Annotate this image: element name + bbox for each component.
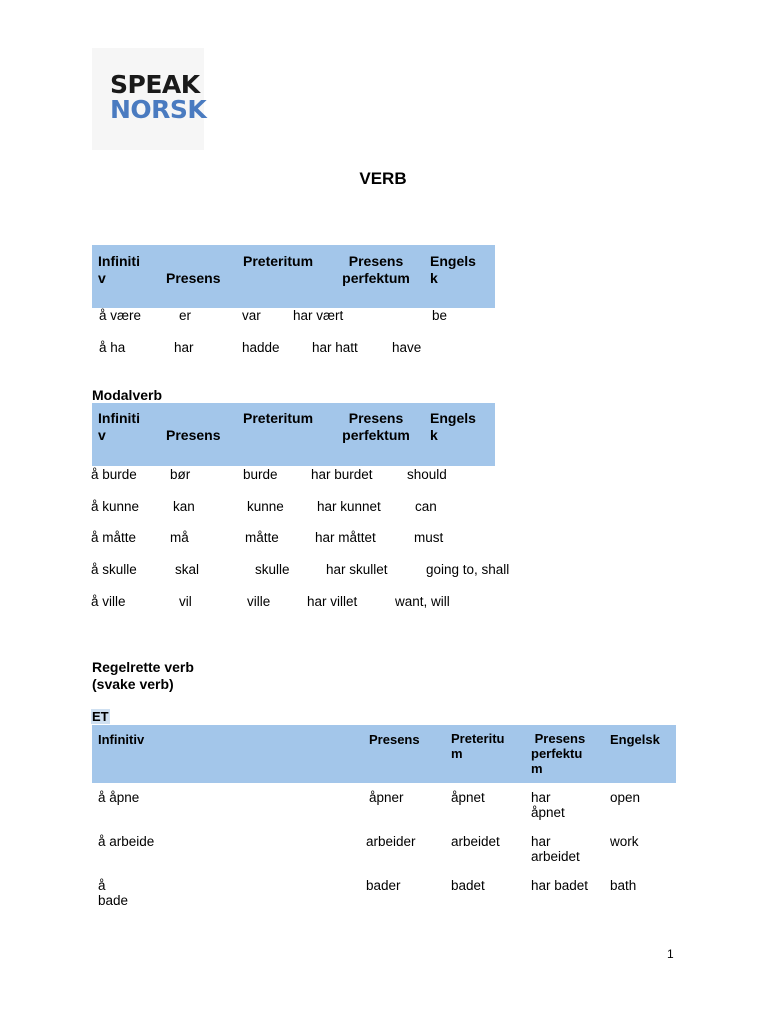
modal-header-engelsk-l2: k bbox=[430, 427, 438, 443]
speak-norsk-logo bbox=[92, 48, 207, 150]
table1-cell: å ha bbox=[99, 340, 126, 355]
modal-header-perfektum-l2: perfektum bbox=[342, 427, 410, 443]
regular-cell bbox=[98, 878, 128, 908]
logo-line-1: SPEAK bbox=[110, 70, 200, 99]
regular-header-perfektum bbox=[531, 731, 585, 776]
regular-cell: bader bbox=[366, 878, 401, 893]
regular-cell-line: å bbox=[98, 878, 106, 893]
table1-cell: have bbox=[392, 340, 422, 355]
modal-cell: måtte bbox=[245, 530, 279, 545]
regular-cell: badet bbox=[451, 878, 485, 893]
table1-header-infinitiv-l2: v bbox=[98, 270, 106, 286]
table1-header-infinitiv-l1: Infiniti bbox=[98, 253, 140, 269]
modal-cell: å kunne bbox=[91, 499, 140, 514]
table1-cell: har hatt bbox=[312, 340, 358, 355]
regular-cell-line: åpnet bbox=[531, 805, 565, 820]
table1-header-perfektum bbox=[338, 253, 414, 287]
table1-header-engelsk-l1: Engels bbox=[430, 253, 476, 269]
regular-cell-line: har bbox=[531, 834, 551, 849]
regular-cell-line: bade bbox=[98, 893, 129, 908]
modal-cell: har måttet bbox=[315, 530, 376, 545]
modal-cell: kunne bbox=[247, 499, 284, 514]
modal-header-infinitiv bbox=[98, 410, 140, 444]
table1-cell: hadde bbox=[242, 340, 280, 355]
table1-header-preteritum: Preteritum bbox=[243, 253, 314, 269]
regular-cell bbox=[531, 790, 565, 820]
modal-header-preteritum: Preteritum bbox=[243, 410, 314, 426]
regular-header-presens: Presens bbox=[369, 732, 420, 747]
modal-cell: har skullet bbox=[326, 562, 388, 577]
modal-cell: can bbox=[415, 499, 437, 514]
modal-cell: må bbox=[170, 530, 189, 545]
modal-header-perfektum-l1: Presens bbox=[348, 410, 404, 426]
modal-cell: å måtte bbox=[91, 530, 137, 545]
table1-cell: å være bbox=[99, 308, 142, 323]
modal-cell: kan bbox=[173, 499, 195, 514]
modalverb-heading: Modalverb bbox=[92, 387, 163, 403]
regular-header-preteritum bbox=[451, 731, 504, 761]
regular-heading bbox=[92, 659, 194, 693]
table1-header-perfektum-l1: Presens bbox=[348, 253, 404, 269]
table1-cell: er bbox=[179, 308, 192, 323]
modal-header-engelsk-l1: Engels bbox=[430, 410, 476, 426]
modal-cell: burde bbox=[243, 467, 278, 482]
table1-cell: be bbox=[432, 308, 448, 323]
regular-header-preteritum-l2: m bbox=[451, 746, 463, 761]
table1-header-engelsk bbox=[430, 253, 476, 287]
modal-cell: skulle bbox=[255, 562, 290, 577]
regular-cell: åpner bbox=[369, 790, 404, 805]
modal-header-infinitiv-l1: Infiniti bbox=[98, 410, 140, 426]
regular-cell-line: arbeidet bbox=[531, 849, 580, 864]
regular-header-engelsk: Engelsk bbox=[610, 732, 660, 747]
regular-cell: å åpne bbox=[98, 790, 140, 805]
table1-cell: var bbox=[242, 308, 261, 323]
modal-cell: going to, shall bbox=[426, 562, 510, 577]
regular-header-preteritum-l1: Preteritu bbox=[451, 731, 505, 746]
table1-cell: har bbox=[174, 340, 194, 355]
regular-header-perfektum-l2: perfektu bbox=[531, 746, 583, 761]
regular-cell: har badet bbox=[531, 878, 589, 893]
regular-heading-line1: Regelrette verb bbox=[92, 659, 194, 675]
modal-header-infinitiv-l2: v bbox=[98, 427, 106, 443]
modal-header-presens: Presens bbox=[166, 427, 221, 443]
modal-cell: must bbox=[414, 530, 444, 545]
page-number: 1 bbox=[667, 947, 674, 961]
modal-header-perfektum bbox=[338, 410, 414, 444]
regular-header-perfektum-l1: Presens bbox=[531, 731, 586, 746]
modal-cell: å ville bbox=[91, 594, 126, 609]
modal-cell: å skulle bbox=[91, 562, 137, 577]
regular-cell: work bbox=[610, 834, 639, 849]
modal-cell: har kunnet bbox=[317, 499, 381, 514]
regular-cell: åpnet bbox=[451, 790, 485, 805]
regular-header-infinitiv: Infinitiv bbox=[98, 732, 145, 747]
modal-cell: å burde bbox=[91, 467, 137, 482]
table1-header-engelsk-l2: k bbox=[430, 270, 438, 286]
page-title: VERB bbox=[359, 169, 407, 188]
regular-cell: arbeidet bbox=[451, 834, 500, 849]
table1-header-infinitiv bbox=[98, 253, 158, 287]
regular-cell: arbeider bbox=[366, 834, 416, 849]
table1-cell: har vært bbox=[293, 308, 344, 323]
regular-cell-line: har bbox=[531, 790, 551, 805]
logo-line-2: NORSK bbox=[110, 95, 207, 124]
group-label-et: ET bbox=[92, 709, 109, 724]
modal-cell: ville bbox=[247, 594, 271, 609]
regular-cell bbox=[531, 834, 580, 864]
table1-header-perfektum-l2: perfektum bbox=[342, 270, 410, 286]
modal-cell: vil bbox=[179, 594, 192, 609]
regular-cell: open bbox=[610, 790, 641, 805]
modal-cell: skal bbox=[175, 562, 200, 577]
modal-cell: har villet bbox=[307, 594, 358, 609]
regular-heading-line2: (svake verb) bbox=[92, 676, 174, 692]
modal-header-engelsk bbox=[430, 410, 476, 444]
regular-cell: bath bbox=[610, 878, 637, 893]
modal-cell: har burdet bbox=[311, 467, 373, 482]
regular-cell: å arbeide bbox=[98, 834, 155, 849]
regular-header-perfektum-l3: m bbox=[531, 761, 543, 776]
modal-cell: should bbox=[407, 467, 447, 482]
modal-cell: bør bbox=[170, 467, 191, 482]
table1-header-presens: Presens bbox=[166, 270, 221, 286]
modal-cell: want, will bbox=[395, 594, 450, 609]
